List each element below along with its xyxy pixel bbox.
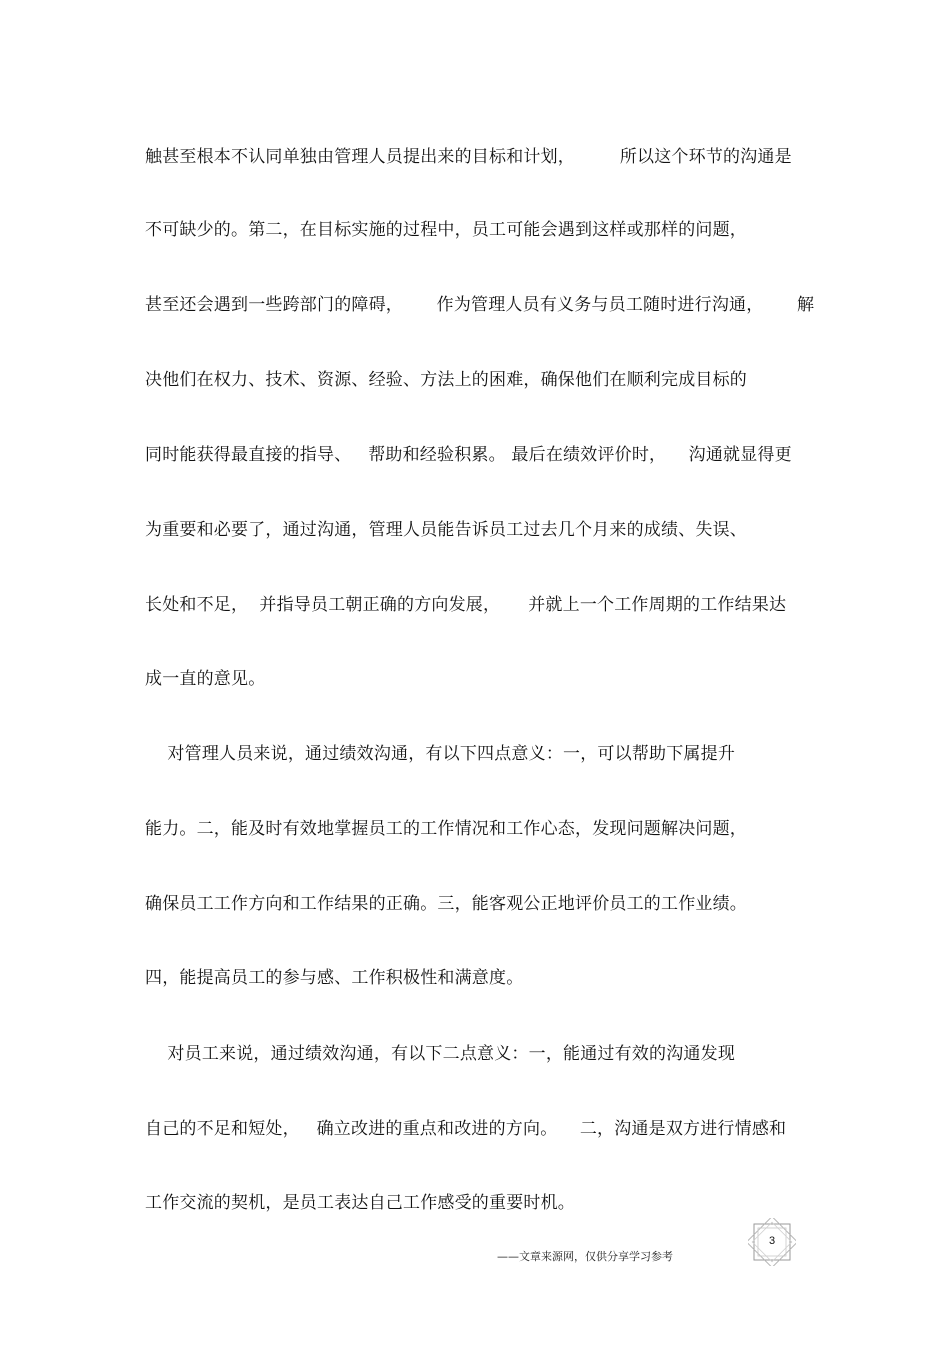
body-text-line: 同时能获得最直接的指导、 帮助和经验积累。 最后在绩效评价时， 沟通就显得更	[145, 445, 792, 465]
body-text-line: 成一直的意见。	[145, 669, 266, 689]
body-text-line: 确保员工工作方向和工作结果的正确。三，能客观公正地评价员工的工作业绩。	[145, 894, 747, 914]
body-text-line: 为重要和必要了，通过沟通，管理人员能告诉员工过去几个月来的成绩、失误、	[145, 520, 747, 540]
body-text-line: 对员工来说，通过绩效沟通，有以下二点意义：一，能通过有效的沟通发现	[145, 1044, 736, 1064]
body-text-line: 甚至还会遇到一些跨部门的障碍， 作为管理人员有义务与员工随时进行沟通， 解	[145, 295, 815, 315]
body-text-line: 触甚至根本不认同单独由管理人员提出来的目标和计划， 所以这个环节的沟通是	[145, 147, 792, 167]
body-text-line: 不可缺少的。第二，在目标实施的过程中，员工可能会遇到这样或那样的问题，	[145, 220, 747, 240]
body-text-line: 长处和不足， 并指导员工朝正确的方向发展， 并就上一个工作周期的工作结果达	[145, 595, 787, 615]
body-text-line: 四，能提高员工的参与感、工作积极性和满意度。	[145, 968, 524, 988]
page-number-badge	[748, 1218, 796, 1266]
body-text-line: 决他们在权力、技术、资源、经验、方法上的困难，确保他们在顺利完成目标的	[145, 370, 747, 390]
body-text-line: 工作交流的契机，是员工表达自己工作感受的重要时机。	[145, 1193, 575, 1213]
body-text-line: 对管理人员来说，通过绩效沟通，有以下四点意义：一，可以帮助下属提升	[145, 744, 736, 764]
source-footer-note: ——文章来源网，仅供分享学习参考	[497, 1250, 673, 1263]
page-number: 3	[768, 1235, 776, 1247]
body-text-line: 能力。二，能及时有效地掌握员工的工作情况和工作心态，发现问题解决问题，	[145, 819, 747, 839]
body-text-line: 自己的不足和短处， 确立改进的重点和改进的方向。 二，沟通是双方进行情感和	[145, 1119, 787, 1139]
